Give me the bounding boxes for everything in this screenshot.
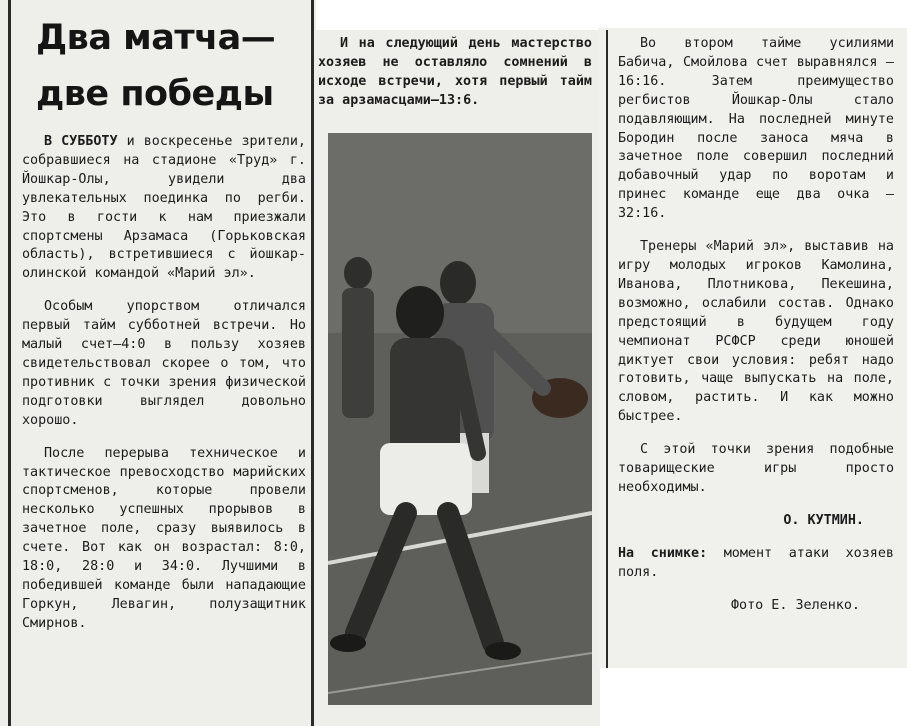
column-rule-left xyxy=(8,0,11,726)
middle-column-text xyxy=(318,35,592,111)
photo-illustration xyxy=(328,133,592,705)
column-rule-right xyxy=(606,30,608,668)
author-signature: О. КУТМИН. xyxy=(783,512,864,528)
caption-text: момент атаки хозяев поля. xyxy=(618,545,894,580)
paragraph-6: Тренеры «Марий эл», выставив на игру молодых игроков Камолина, Иванова, Плотникова, Пекешина, возможно, ослабили состав. Однако предстоящий в будущем году чемпионат РСФСР среди юношей диктует свои условия: ребят надо готовить, чаще выпускать на поле, словом, растить. И как можно быстрее. xyxy=(618,239,894,425)
headline-line-1: Два матча— xyxy=(36,18,276,58)
paragraph-5: Во втором тайме усилиями Бабича, Смойлова счет выравнялся — 16:16. Затем преимущество регбистов Йошкар-Олы стало подавляющим. На последней минуте Бородин после заноса мяча в зачетное поле совершил последний добавочный удар по воротам и принес команде еще два очка — 32:16. xyxy=(618,36,894,222)
photo-credit: Фото Е. Зеленко. xyxy=(731,597,860,613)
paragraph-3: После перерыва техническое и тактическое превосходство марийских спортсменов, которые провели несколько успешных прорывов в зачетное поле, сразу выявилось в счете. Вот как он возрастал: 8:0, 18:0, 28:0 и 34:0. Лучшими в победившей команде были нападающие Горкун, Левагин, полузащитник Смирнов. xyxy=(22,445,306,631)
right-column-text xyxy=(618,35,894,615)
rugby-match-photo xyxy=(328,133,592,705)
lead-in: В СУББОТУ xyxy=(44,134,118,149)
paragraph-2: Особым упорством отличался первый тайм субботней встречи. Но малый счет—4:0 в пользу хозяев свидетельствовал скорее о том, что противник с точки зрения физической подготовки выглядел довольно хорошо. xyxy=(22,299,306,428)
caption-label: На снимке: xyxy=(618,545,708,561)
left-column-text xyxy=(22,133,306,634)
headline-line-2: две победы xyxy=(36,74,274,114)
photo-caption xyxy=(618,545,894,583)
paragraph-1-text: и воскресенье зрители, собравшиеся на стадионе «Труд» г. Йошкар-Олы, увидели два увлекательных поединка по регби. Это в гости к нам приезжали спортсмены Арзамаса (Горьковская область), встретившиеся с йошкар-олинской командой «Марий эл». xyxy=(22,134,306,282)
paragraph-7: С этой точки зрения подобные товарищеские игры просто необходимы. xyxy=(618,442,894,495)
column-rule-middle xyxy=(311,0,314,726)
paragraph-4: И на следующий день мастерство хозяев не оставляло сомнений в исходе встречи, хотя первый тайм за арзамасцами—13:6. xyxy=(318,36,592,108)
paragraph-1 xyxy=(22,133,306,284)
article-headline xyxy=(36,10,306,122)
